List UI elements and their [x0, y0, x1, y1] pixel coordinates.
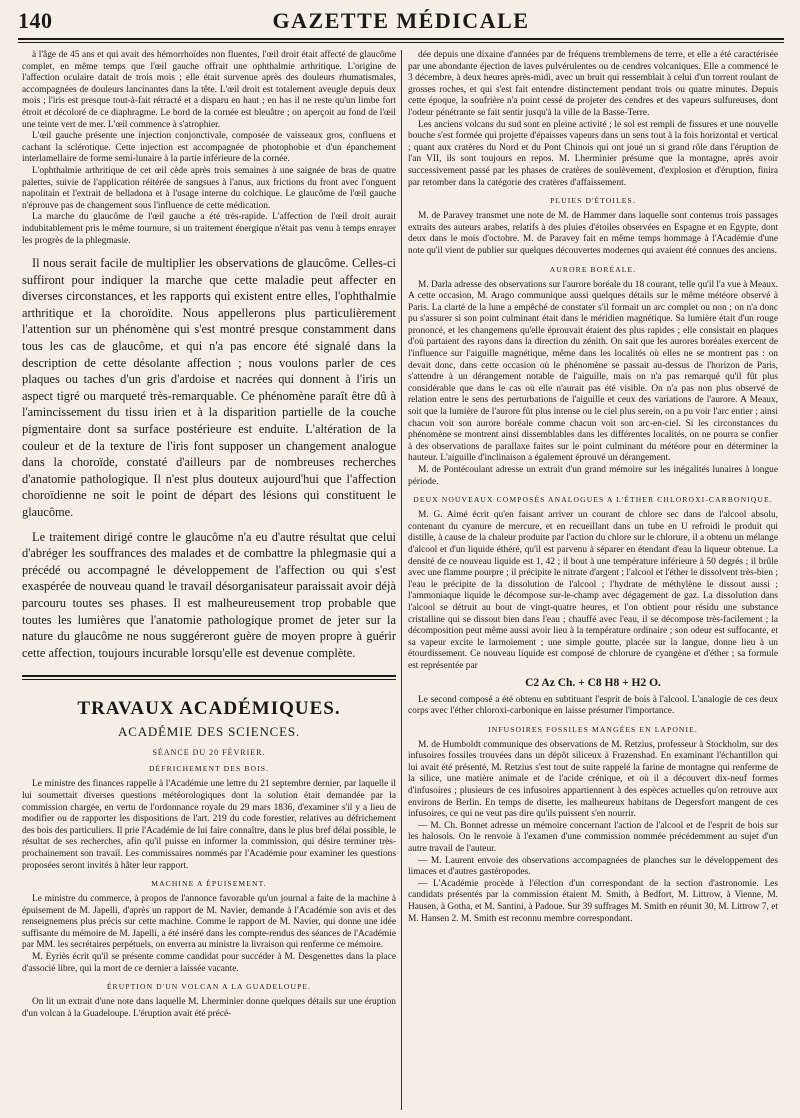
- page-header: [18, 8, 784, 42]
- paragraph: La marche du glaucôme de l'œil gauche a été très-rapide. L'affection de l'œil droit aurait indubitablement pris le même tournure, si un traitement énergique n'était pas venu à temps enrayer les progrès de la phlegmasie.: [22, 212, 396, 246]
- subsection-heading: DEUX NOUVEAUX COMPOSÉS ANALOGUES A L'ÉTHER CHLOROXI-CARBONIQUE.: [413, 495, 773, 505]
- section-rule: [22, 675, 396, 677]
- journal-title: GAZETTE MÉDICALE: [272, 8, 530, 33]
- section-rule-thin: [22, 679, 396, 680]
- paragraph: L'ophthalmie arthritique de cet œil cède après trois semaines à une saignée de bras de quatre palettes, suivie de l'application réitérée de sangsues à l'anus, aux frictions du front avec l'onguent napolitain et l'extrait de belladona et à l'usage interne du colchique. Le glaucôme de l'œil gauche n'éprouve pas de changement sous l'influence de cette médication.: [22, 165, 396, 211]
- paragraph: M. Eyriès écrit qu'il se présente comme candidat pour succéder à M. Desgenettes dans la place d'associé libre, qui la mort de ce dernier a laissée vacante.: [22, 952, 396, 974]
- subsection-heading: ÉRUPTION D'UN VOLCAN A LA GUADELOUPE.: [106, 982, 312, 992]
- paragraph: Le second composé a été obtenu en subtituant l'esprit de bois à l'alcool. L'analogie de ces deux corps avec l'éther chloroxi-carbonique en laisse présumer l'importance.: [408, 694, 778, 717]
- right-column: [408, 50, 778, 1112]
- page-number: 140: [18, 8, 53, 33]
- paragraph: M. de Pontécoulant adresse un extrait d'un grand mémoire sur les inégalités lunaires à longue période.: [408, 465, 778, 487]
- section-subtitle: ACADÉMIE DES SCIENCES.: [118, 724, 300, 740]
- subsection-heading: AURORE BORÉALE.: [549, 264, 637, 274]
- paragraph: Le ministre des finances rappelle à l'Académie une lettre du 21 septembre dernier, par laquelle il lui soumettait diverses questions météorologiques dont la solution était demandée par la commission chargée, en vertu de l'ordonnance royale du 29 mars 1836, d'examiner s'il y a lieu de modifier ou de rapporter les dispositions de l'art. 219 du code forestier, relatives au défrichement des bois des particuliers. Il prie l'Académie de lui faire connaître, dans le plus bref délai possible, le résultat de ses recherches, afin qu'il puisse en informer la commission, qui désire terminer très-prochainement son travail. Les commissaires nommés par l'Académie pour examiner les questions proposées seront invités à hâter leur rapport.: [22, 779, 396, 871]
- subsection-heading: PLUIES D'ÉTOILES.: [550, 196, 636, 206]
- paragraph: — M. Laurent envoie des observations accompagnées de planches sur le développement des limaces et d'autres gastéropodes.: [408, 855, 778, 878]
- section-title: TRAVAUX ACADÉMIQUES.: [77, 698, 341, 720]
- paragraph: M. de Humboldt communique des observations de M. Retzius, professeur à Stockholm, sur des infusoires fossiles trouvées dans un dépôt siliceux à Frazenshad. En examinant l'échantillon qui lui avait été présenté, M. Retzius s'est tout de suite rappelé la farine de montagne qui renferme de la silice, une matière animale et de l'acide crénique, et où il a découvert dix-neuf formes d'infusoires ; plusieurs de ces infusoires appartiennent à des espèces actuelles qu'on retrouve aux environs de Berlin. En temps de disette, les malheureux habitans de Degersfort mangent de ces infusoires, ce qui ne veut pas dire qu'ils puissent s'en nourrir.: [408, 739, 778, 820]
- session-date: SÉANCE DU 20 FÉVRIER.: [152, 748, 266, 758]
- paragraph: dée depuis une dixaine d'années par de fréquens tremblemens de terre, et elle a été caractérisée par une abondante éjection de laves pulvérulentes ou de cendres volcaniques. Elle a commencé le 3 décembre, à deux heures après-midi, avec un bruit qui ressemblait à celui d'un torrent roulant de grosses roches, et qui s'est fait entendre distinctement pendant trois ou quatre minutes. Depuis cette époque, la soufrière n'a point cessé de projeter des cendres et des vapeurs sulfureuses, dont l'odeur pénétrante se fait sentir jusqu'à la ville de la Basse-Terre.: [408, 50, 778, 118]
- paragraph: Les anciens volcans du sud sont en pleine activité ; le sol est rempli de fissures et une nouvelle bouche s'est formée qui projette d'épaisses vapeurs dans un sens tout à la fois horizontal et vertical ; quant aux cratères du Nord et du Pont Chinois qui ont joué un si grand rôle dans l'éruption de l'an VII, ils sont toujours en repos. M. Lherminier présume que la montagne, après avoir successivement passé par les phases de cratères de soulèvement, d'explosion et d'éruption, finira par retomber dans la catégorie des cratères d'affaissement.: [408, 119, 778, 188]
- chemical-formula: C2 Az Ch. + C8 H8 + H2 O.: [525, 676, 661, 689]
- subsection-heading: MACHINE A ÉPUISEMENT.: [151, 879, 267, 889]
- paragraph: M. Darla adresse des observations sur l'aurore boréale du 18 courant, telle qu'il l'a vue à Meaux. A cette occasion, M. Arago communique aussi quelques détails sur le même météore observé à Paris. La clarté de la lune a empêché de constater s'il formait un arc complet ou non ; on n'a donc pu s'assurer si son point culminant était dans le méridien magnétique. Sa lumière était d'un rouge prononcé, et les changemens qu'elle éprouvait étaient des plus rapides ; elle consistait en plaques d'où partaient des rayons dans la direction du zénith. On sait que les aurores boréales exercent de l'influence sur l'aiguille magnétique, même dans les localités où elles ne se montrent pas : on devait donc, dans cette occasion où le phénomène se passait au-dessus de l'horizon de Paris, s'attendre à un dérangement notable de l'aiguille, mais on n'a pas remarqué qu'il fût plus considérable que dans le cas où elle n'aurait pas été visible. On n'a pas non plus observé de relation entre le sens des perturbations de l'aiguille et ceux des variations de l'aurore. A Meaux, soit que la lumière de l'aurore fût plus intense ou le ciel plus serein, on a pu voir l'arc entier ; ainsi chacun voit son aurore boréale comme chacun voit son arc-en-ciel. Si les circonstances du phénomène se montrent ainsi dissemblables dans les différentes localités, on ne pourra se confier à des observations de parallaxe faites sur le point culminant du météore pour en déterminer la hauteur. L'aiguille d'inclinaison a également éprouvé un dérangement.: [408, 279, 778, 464]
- header-rule-thin: [18, 42, 784, 43]
- header-rule: [18, 38, 784, 40]
- paragraph: — M. Ch. Bonnet adresse un mémoire concernant l'action de l'alcool et de l'esprit de bois sur les halosols. On le renvoie à l'examen d'une commission nommée précédemment au sujet d'un autre travail de l'auteur.: [408, 820, 778, 855]
- paragraph-large: Il nous serait facile de multiplier les observations de glaucôme. Celles-ci suffiront pour indiquer la marche que cette maladie peut affecter en diverses circonstances, et les rapports qui existent entre elles, l'ophthalmie arthritique et la choroïdite. Nous appellerons plus particulièrement l'attention sur un phénomène qui s'est montré presque constamment dans tous les cas de glaucôme, et qui n'a pas encore été signalé dans la description de cette désolante affection ; nous voulons parler de ces plaques ou taches d'un gris d'ardoise et nacrées qui donnent à l'iris un aspect tigré ou marqueté très-remarquable. Ce phénomène paraît être dû à l'amincissement du tissu irien et à la disparition partielle de la couche pigmentaire dont sa surface postérieure est enduite. L'altération de la couleur et de la texture de l'iris font supposer un changement analogue dans la choroïde, constaté d'ailleurs par de nombreuses recherches d'anatomie pathologique. Il n'est plus douteux aujourd'hui que l'affection choroïdienne ne soit le point de départ des lésions qui constituent le glaucôme.: [22, 256, 396, 519]
- paragraph: Le ministre du commerce, à propos de l'annonce favorable qu'un journal a faite de la machine à épuisement de M. Japelli, d'après un rapport de M. Navier, demande à l'Académie son avis et des renseignemens plus précis sur cette machine. Comme le rapport de M. Navier, qui donne une idée suffisante du mémoire de M. Japelli, a été inséré dans les compte-rendus des séances de l'Académie par MM. les secrétaires perpétuels, on enverra au ministre la livraison qui renferme ce mémoire.: [22, 894, 396, 951]
- spacer: [22, 247, 396, 255]
- paragraph: à l'âge de 45 ans et qui avait des hémorrhoïdes non fluentes, l'œil droit était affecté de glaucôme complet, en même temps que l'œil gauche offrait une ophthalmie arthritique. L'origine de l'affection oculaire datait de trois mois ; elle était survenue après des douleurs rhumatismales, accompagnées de douleurs lancinantes dans la tête. L'œil droit est totalement aveugle depuis deux mois ; l'iris est presque tout-à-fait rétracté et a disparu en haut ; en has il ne reste qu'un limbe fort étroit et décoloré de ce diaphragme. Le bord de la cornée est bleuâtre ; on aperçoit au fond de l'œil une teinte vert de mer. L'œil commence à s'atrophier.: [22, 50, 396, 130]
- column-divider: [401, 50, 402, 1110]
- paragraph: — L'Académie procède à l'élection d'un correspondant de la section d'astronomie. Les candidats présentés par la commission étaient M. Smith, à Bedfort, M. Littrow, à Vienne, M. Hausen, à Gotha, et M. Santini, à Padoue. Sur 39 suffrages M. Smith en réunit 30, M. Littrow 7, et M. Hansen 2. M. Smith est reconnu membre correspondant.: [408, 878, 778, 924]
- paragraph: L'œil gauche présente une injection conjonctivale, composée de vaisseaux gros, confluens et cachant la sclérotique. Cette injection est accompagnée de photophobie et d'un épanchement interlamellaire de forme semi-lunaire à la partie inférieure de la cornée.: [22, 131, 396, 165]
- left-column: [22, 50, 396, 1112]
- subsection-heading: DÉFRICHEMENT DES BOIS.: [148, 764, 270, 774]
- paragraph: On lit un extrait d'une note dans laquelle M. Lherminier donne quelques détails sur une éruption d'un volcan à la Guadeloupe. L'éruption avait été précé-: [22, 997, 396, 1019]
- paragraph-large: Le traitement dirigé contre le glaucôme n'a eu d'autre résultat que celui d'abréger les souffrances des malades et de combattre la phlegmasie qui a précédé ou accompagné le développement de l'affection ou qui s'est exaspérée de nouveau quand le travail désorganisateur paraissait avoir déjà parcouru toutes ses phases. Il est malheureusement trop probable que toutes les lumières que l'anatomie pathologique promet de jeter sur la nature du glaucôme ne nous suggéreront guère de moyen propre à guérir cette affection, toujours incurable lorsqu'elle est devenue complète.: [22, 529, 396, 660]
- paragraph: M. G. Aimé écrit qu'en faisant arriver un courant de chlore sec dans de l'alcool absolu, contenant du cyanure de mercure, et en recueillant dans un tube en U refroidi le produit qui distille, à cause de la chaleur produite par l'action du chlore sur le chlorure, il a obtenu un mélange d'alcool et d'un liquide éthéré, qu'il est parvenu à séparer en étendant d'eau la liqueur obtenue. La densité de ce nouveau liquide est 1, 42 ; il bout à une température inférieure à 50 degrés ; il brûle avec une flamme pourpre ; il précipite le nitrate d'argent ; l'alcool et l'éther le dissolvent très-bien ; l'eau le précipite de la dissolution de l'alcool ; l'hydrate de méthylène le dissout aussi ; l'ammoniaque liquide le décompose sur-le-champ avec dégagement de gaz. La dissolution dans l'alcool se détruit au bout de vingt-quatre heures, et l'on obtient pour résidu une substance cristalline qui se dissout bien dans l'eau ; chauffé avec l'eau, il se décompose très-facilement ; la décomposition peut même aussi avoir lieu à la température ordinaire ; son odeur est suffocante, et sa vapeur excite le larmoiement ; une simple goutte, placée sur la langue, donne lieu à un étourdissement. Ce nouveau liquide est composé de chlorure de cyangène et d'éther ; sa formule est représentée par: [408, 510, 778, 671]
- spacer: [22, 521, 396, 529]
- paragraph: M. de Paravey transmet une note de M. de Hammer dans laquelle sont contenus trois passages extraits des auteurs arabes, relatifs à des pluies d'étoiles observées en Espagne et en Egypte, dont deux dans le mois d'octobre. M. de Paravey fait en même temps hommage à l'Académie d'une note qu'il vient de publier sur quelques découvertes modernes qui avaient été connues des anciens.: [408, 211, 778, 256]
- subsection-heading: INFUSOIRES FOSSILES MANGÉES EN LAPONIE.: [488, 724, 698, 734]
